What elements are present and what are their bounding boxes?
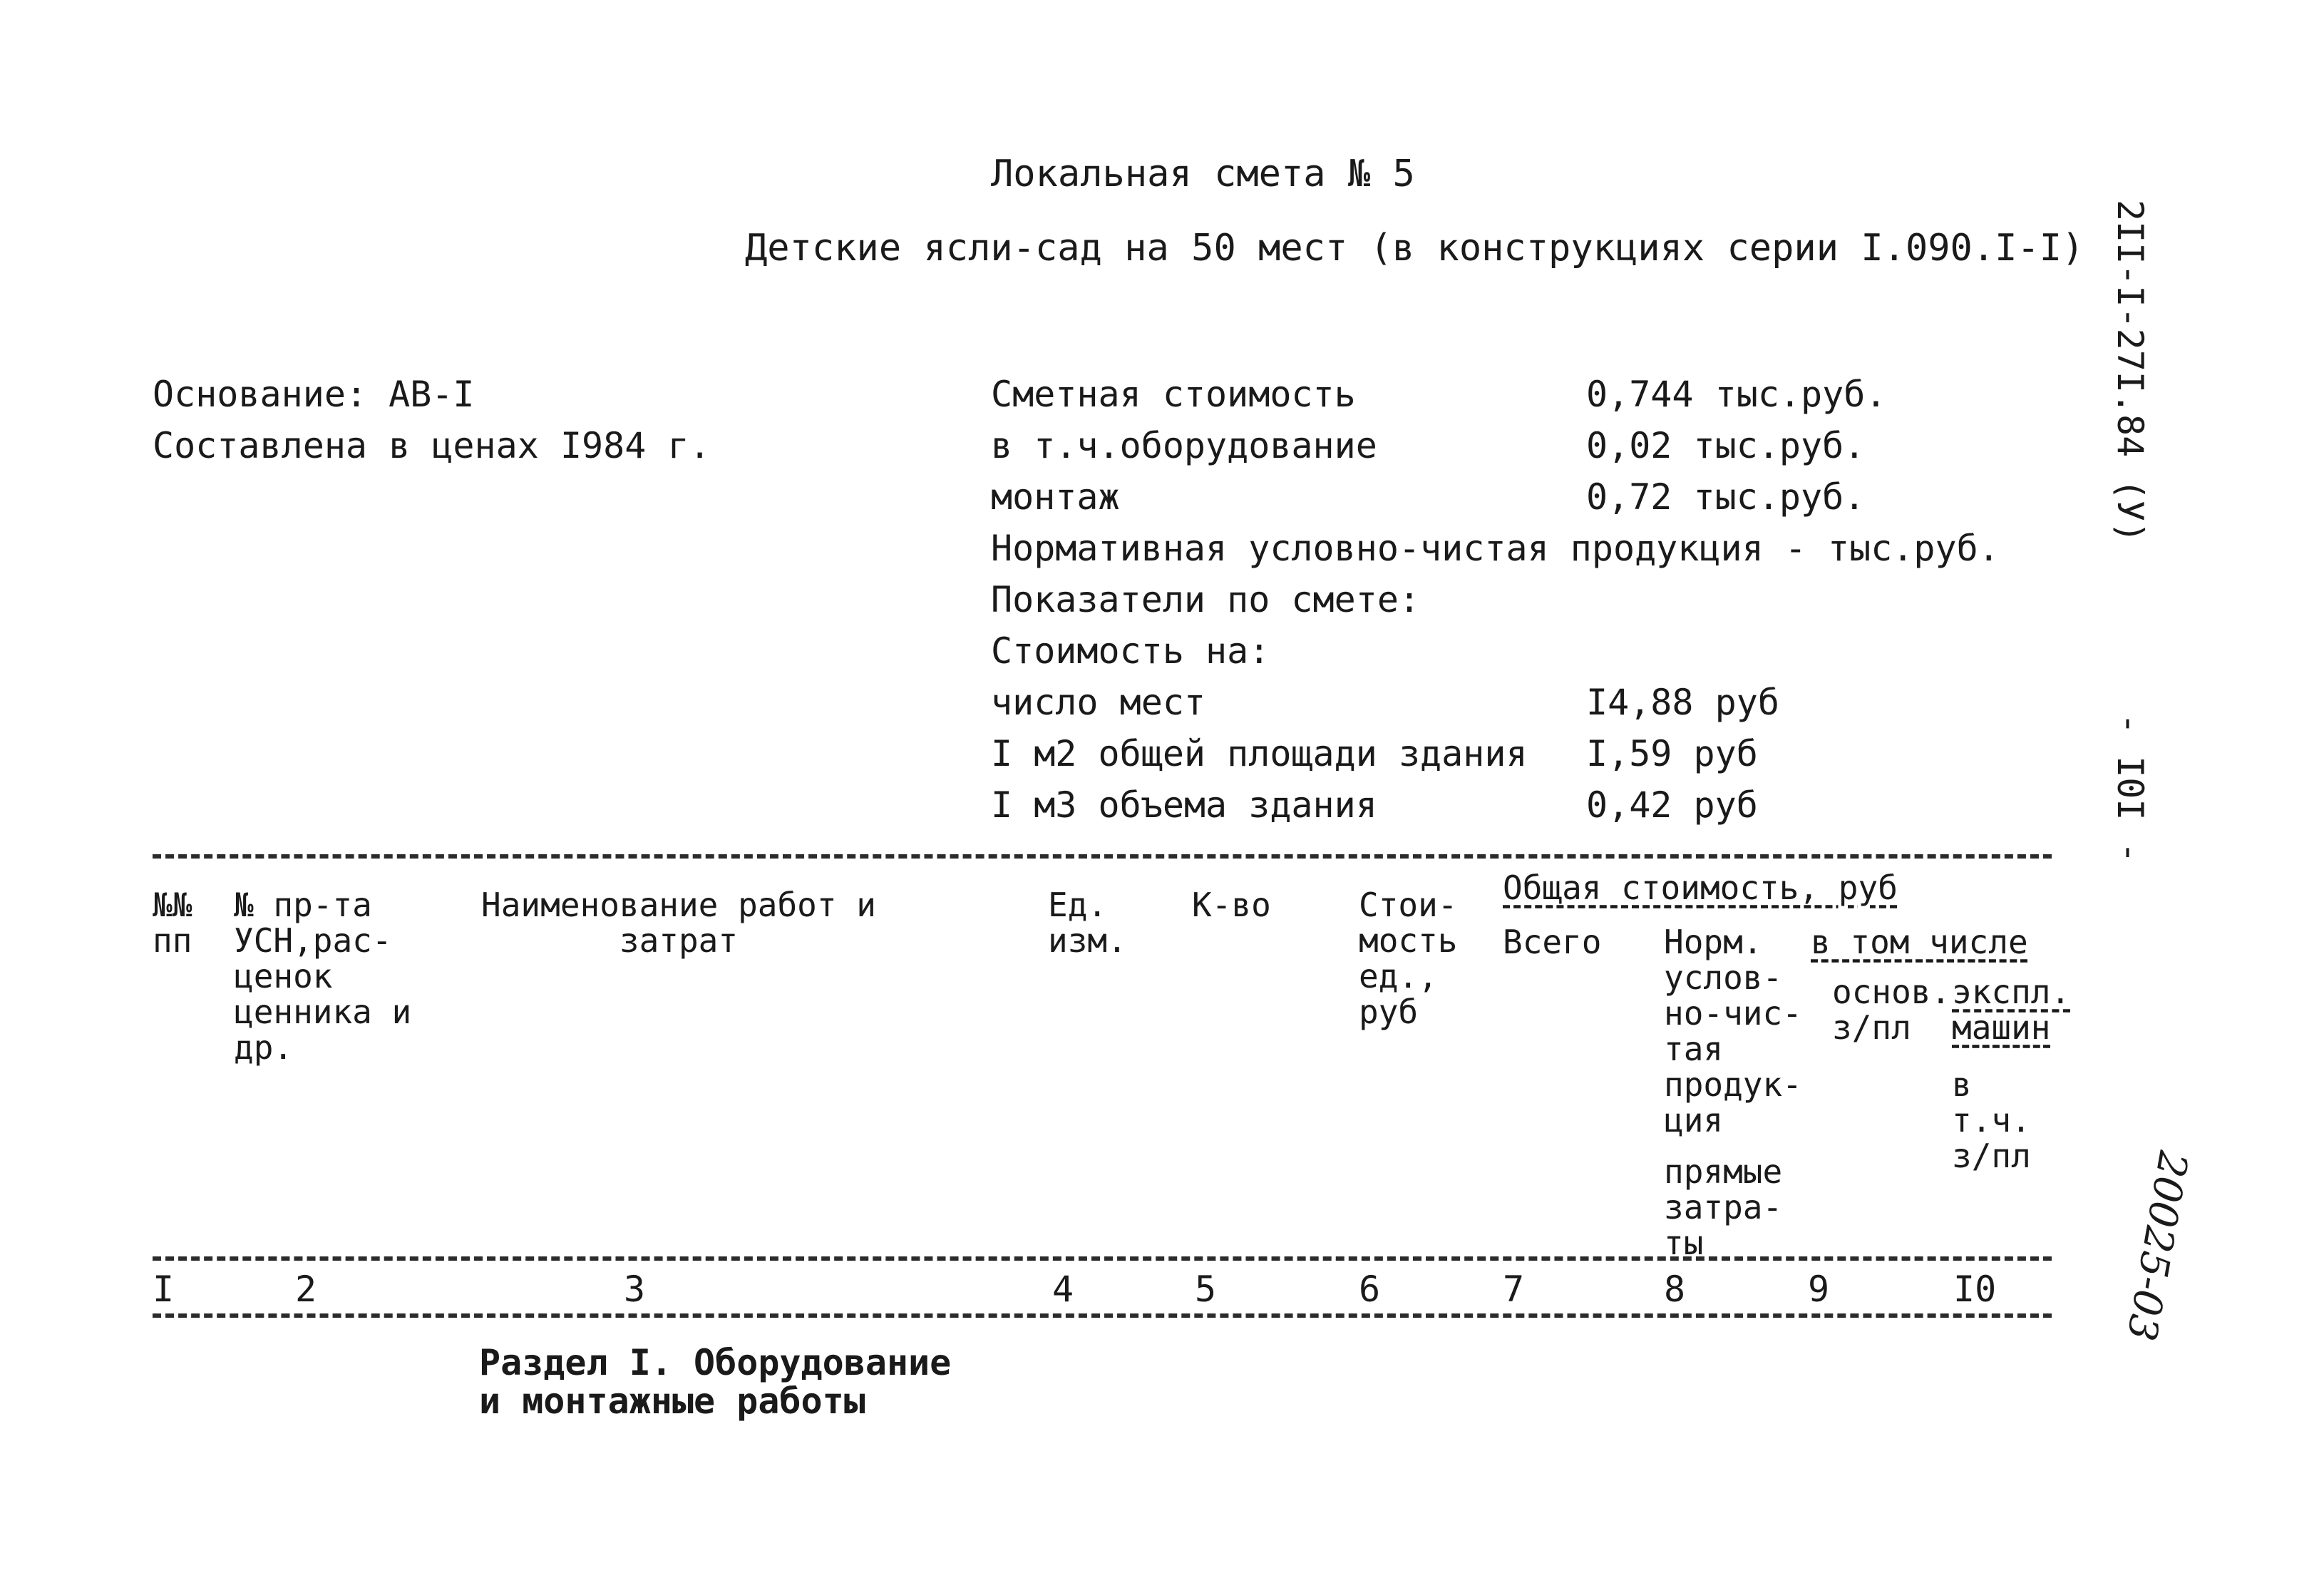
col-header-base-salary: основ. з/пл <box>1832 973 1951 1047</box>
prices-text: Составлена в ценах I984 г. <box>153 425 711 466</box>
basis-text: Основание: АВ-I <box>153 374 475 415</box>
m3-label: I м3 объема здания <box>991 784 1377 826</box>
col-header-total: Всего <box>1503 923 1602 961</box>
col-number-3: 3 <box>624 1269 646 1310</box>
col-number-4: 4 <box>1052 1269 1074 1310</box>
mounting-value: 0,72 тыс.руб. <box>1586 476 1866 518</box>
col-number-6: 6 <box>1359 1269 1381 1310</box>
page-subtitle: Детские ясли-сад на 50 мест (в конструкциях серии I.090.I-I) <box>745 227 2084 270</box>
col-number-9: 9 <box>1808 1269 1830 1310</box>
col-header-code: № пр-та УСН,рас- ценок ценника и др. <box>234 886 412 1067</box>
col-group-total-cost: Общая стоимость, руб <box>1503 869 1898 907</box>
m2-value: I,59 руб <box>1586 733 1758 774</box>
col-header-number: №№ пп <box>153 886 192 960</box>
m3-value: 0,42 руб <box>1586 784 1758 826</box>
page-title: Локальная смета № 5 <box>991 153 1415 195</box>
col-number-1: I <box>153 1269 175 1310</box>
col-header-name: Наименование работ и затрат <box>481 886 876 960</box>
col-subgroup-including: в том числе <box>1811 923 2028 961</box>
stamp-handwritten: 20025-03 <box>2117 1147 2196 1345</box>
equipment-label: в т.ч.оборудование <box>991 425 1377 466</box>
table-numbers-bottom-rule <box>153 1313 2052 1318</box>
normative-line: Нормативная условно-чистая продукция - тыс.руб. <box>991 528 2000 569</box>
col-header-unit: Ед. изм. <box>1048 886 1127 960</box>
m2-label: I м2 общей площади здания <box>991 733 1528 774</box>
equipment-value: 0,02 тыс.руб. <box>1586 425 1866 466</box>
col-number-7: 7 <box>1503 1269 1525 1310</box>
col-number-2: 2 <box>295 1269 317 1310</box>
col-header-machines-salary: в т.ч. з/пл <box>1952 1065 2031 1175</box>
col-number-8: 8 <box>1664 1269 1686 1310</box>
estimated-cost-label: Сметная стоимость <box>991 374 1356 415</box>
doc-code-vertical: 2II-I-27I.84 (У) <box>2109 200 2151 543</box>
page-number-vertical: - I0I - <box>2109 713 2151 864</box>
col-header-quantity: К-во <box>1192 886 1271 924</box>
col-header-direct-costs: прямые затра- ты <box>1664 1152 1783 1262</box>
col-header-normative: Норм. услов- но-чис- тая продук- ция <box>1664 923 1802 1139</box>
col-number-5: 5 <box>1195 1269 1217 1310</box>
table-top-rule <box>153 854 2052 859</box>
cost-for-label: Стоимость на: <box>991 630 1270 672</box>
section-heading-line2: и монтажные работы <box>479 1380 865 1422</box>
col-number-10: I0 <box>1953 1269 1997 1310</box>
col-header-unit-cost: Стои- мость ед., руб <box>1359 886 1458 1031</box>
indicators-label: Показатели по смете: <box>991 579 1421 620</box>
estimated-cost-value: 0,744 тыс.руб. <box>1586 374 1887 415</box>
section-heading-line1: Раздел I. Оборудование <box>479 1342 952 1383</box>
places-label: число мест <box>991 682 1206 723</box>
col-header-machines: экспл. машин <box>1952 973 2071 1047</box>
places-value: I4,88 руб <box>1586 682 1779 723</box>
mounting-label: монтаж <box>991 476 1120 518</box>
